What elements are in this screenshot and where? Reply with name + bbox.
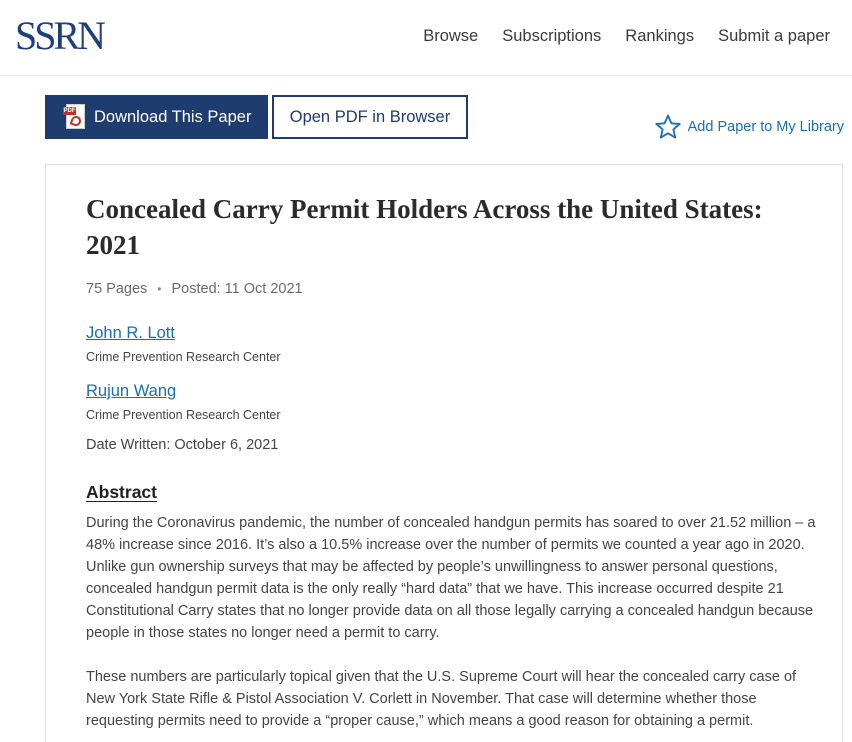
download-paper-label: Download This Paper — [94, 107, 252, 126]
add-to-library-label: Add Paper to My Library — [687, 119, 844, 135]
nav-subscriptions[interactable]: Subscriptions — [502, 27, 602, 45]
ssrn-logo[interactable]: SSRN — [15, 13, 104, 58]
main-nav — [423, 24, 830, 48]
nav-submit-paper[interactable]: Submit a paper — [718, 27, 830, 45]
paper-title: Concealed Carry Permit Holders Across the United States: 2021 — [86, 194, 763, 260]
star-icon — [654, 113, 682, 141]
open-pdf-label: Open PDF in Browser — [289, 107, 451, 126]
page-count: 75 Pages — [86, 281, 148, 297]
nav-rankings[interactable]: Rankings — [625, 27, 695, 45]
author-affiliation: Crime Prevention Research Center — [86, 408, 281, 422]
abstract-paragraph: During the Coronavirus pandemic, the number of concealed handgun permits has soared to over 21.52 million – a 48% increase since 2016. It’s also a 10.5% increase over the number of permits we counted a year ago in 2020. Unlike gun ownership surveys that may be affected by people’s unwillingness to answer personal questions, concealed handgun permit data is the only really “hard data” that we have. This increase occurred despite 21 Constitutional Carry states that no longer provide data on all those legally carrying a concealed handgun because people in those states no longer need a permit to carry. — [86, 515, 816, 641]
download-paper-button[interactable] — [45, 95, 268, 139]
paper-card — [45, 164, 843, 742]
author-affiliation: Crime Prevention Research Center — [86, 350, 281, 364]
posted-date: Posted: 11 Oct 2021 — [171, 281, 303, 297]
date-written: Date Written: October 6, 2021 — [86, 437, 279, 453]
nav-browse[interactable]: Browse — [423, 27, 479, 45]
site-header — [0, 0, 852, 76]
author-link[interactable]: Rujun Wang — [86, 382, 177, 400]
open-pdf-button[interactable] — [272, 95, 468, 139]
abstract-heading: Abstract — [86, 482, 157, 502]
meta-separator: • — [157, 282, 162, 296]
pdf-icon: PDF — [63, 104, 85, 130]
abstract-paragraph: These numbers are particularly topical given that the U.S. Supreme Court will hear the concealed carry case of New York State Rifle & Pistol Association V. Corlett in November. That case will determine whether those requesting permits need to provide a “proper cause,” which means a good reason for obtaining a permit. — [86, 669, 797, 729]
add-to-library-link[interactable] — [654, 113, 844, 141]
author-link[interactable]: John R. Lott — [86, 324, 175, 342]
paper-meta — [86, 281, 303, 297]
